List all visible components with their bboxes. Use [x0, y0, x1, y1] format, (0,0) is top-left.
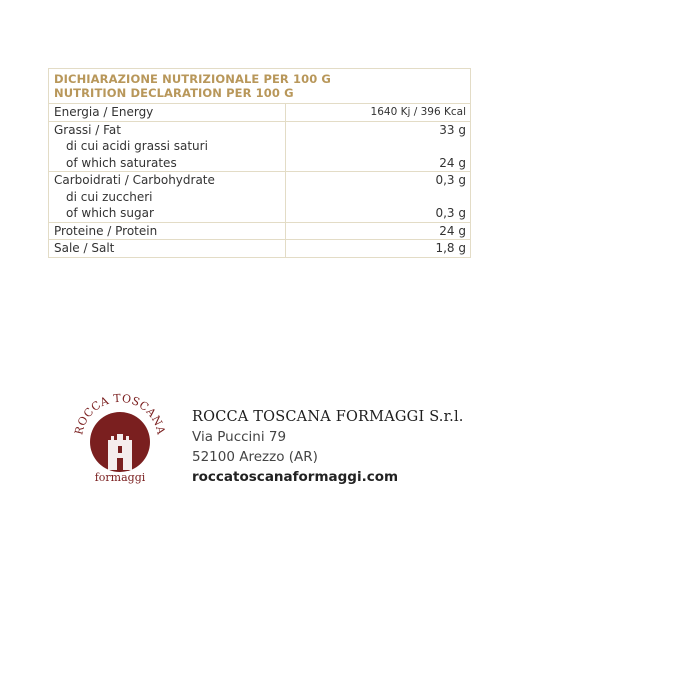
fat-label: Grassi / Fat: [54, 122, 121, 137]
logo-arc-text: ROCCA TOSCANA: [72, 391, 168, 437]
logo-caption: formaggi: [94, 471, 146, 484]
table-row: [49, 222, 470, 240]
row-label-salt: Sale / Salt: [49, 240, 286, 257]
carbohydrate-value: 0,3 g: [435, 173, 466, 187]
table-row: [49, 172, 470, 223]
company-city: 52100 Arezzo (AR): [192, 449, 318, 465]
company-info: [192, 407, 464, 487]
row-label-protein: Proteine / Protein: [49, 222, 286, 240]
table-row: [49, 104, 470, 121]
saturates-label-en: of which saturates: [66, 155, 177, 170]
saturates-label-it: di cui acidi grassi saturi: [66, 139, 208, 153]
nutrition-header: [49, 69, 470, 104]
saturates-value: 24 g: [439, 155, 466, 170]
nutrition-table: [48, 68, 471, 258]
sugar-label-it: di cui zuccheri: [66, 189, 153, 204]
row-value-protein: 24 g: [286, 222, 471, 240]
table-row: [49, 121, 470, 172]
nutrition-rows: [49, 104, 470, 257]
company-name: ROCCA TOSCANA FORMAGGI S.r.l.: [192, 409, 464, 425]
row-value-carbohydrate: [286, 172, 471, 223]
row-value-salt: 1,8 g: [286, 240, 471, 257]
nutrition-title-english: NUTRITION DECLARATION PER 100 G: [54, 86, 294, 100]
fat-value: 33 g: [439, 122, 466, 137]
row-label-energy: Energia / Energy: [54, 105, 154, 119]
sugar-label-en: of which sugar: [66, 206, 154, 220]
company-street: Via Puccini 79: [192, 429, 287, 445]
company-website[interactable]: roccatoscanaformaggi.com: [192, 469, 399, 485]
carbohydrate-label: Carboidrati / Carbohydrate: [54, 173, 215, 187]
row-label-fat: [49, 121, 286, 172]
row-value-energy: 1640 Kj / 396 Kcal: [286, 104, 471, 121]
row-label-carbohydrate: [49, 172, 286, 223]
sugar-value: 0,3 g: [435, 206, 466, 220]
nutrition-title-italian: DICHIARAZIONE NUTRIZIONALE PER 100 G: [54, 72, 331, 86]
table-row: [49, 240, 470, 257]
row-value-fat: [286, 121, 471, 172]
